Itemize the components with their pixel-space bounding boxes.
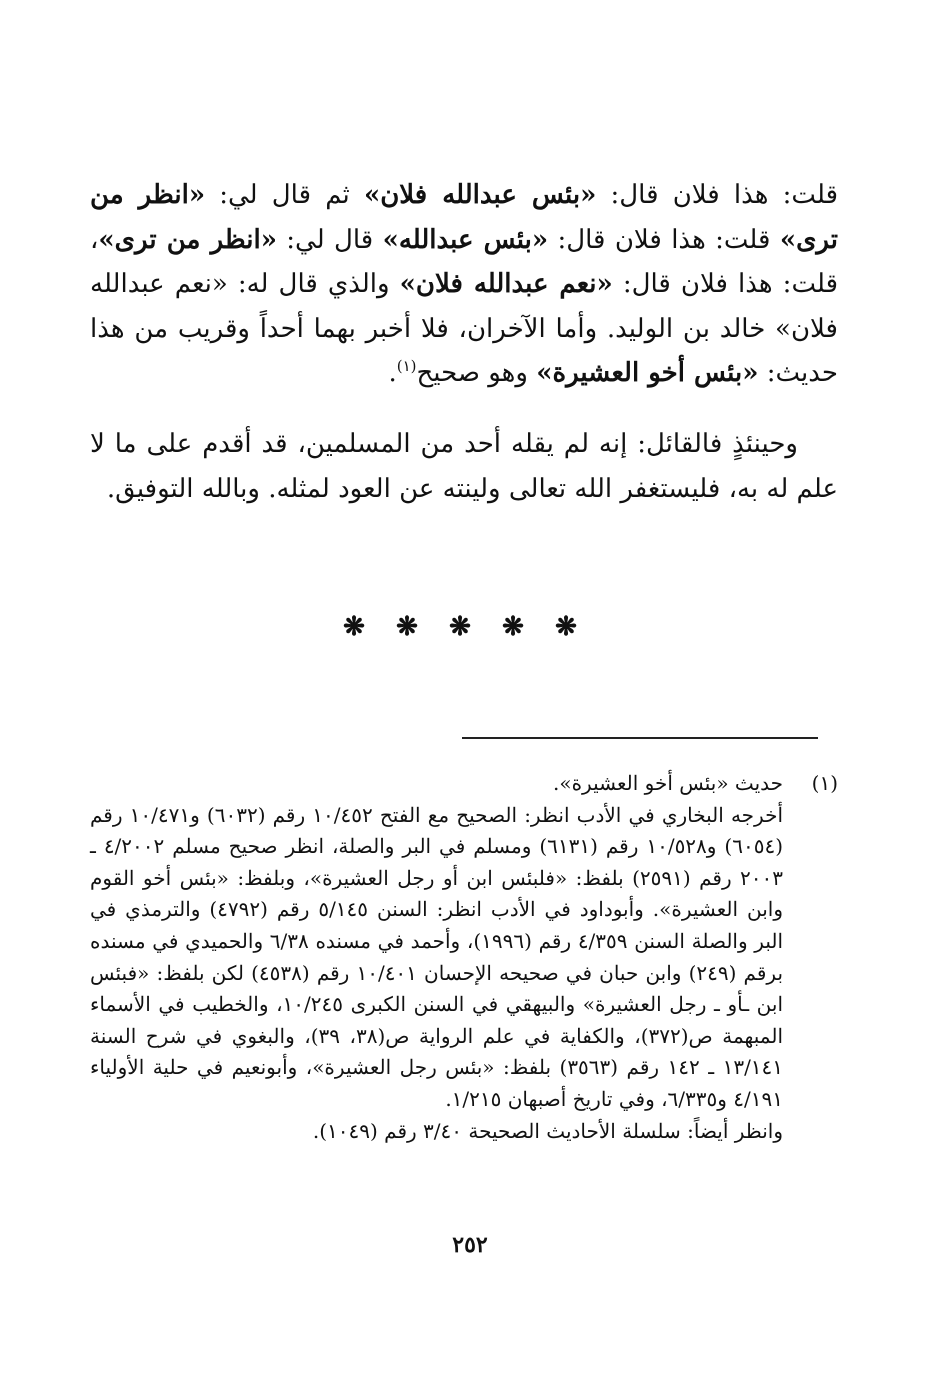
bold-quote: «بئس عبدالله فلان» [363,180,597,210]
bold-quote: «انظر من ترى» [98,224,277,255]
footnote-body [90,768,783,1147]
section-separator [340,612,580,642]
footnote-divider [462,737,818,739]
star-ornament-icon: ❋ [555,612,577,642]
text-segment: قال لي: [276,224,383,255]
star-ornament-icon: ❋ [396,612,418,642]
text-segment: ، قلت: هذا فلان قال: [90,224,839,299]
footnote-reference: (١) [396,357,417,375]
bold-quote: «انظر من ترى» [90,180,838,255]
text-segment: قلت: هذا فلان قال: [548,224,780,255]
footnotes [90,768,838,1147]
text-segment: قلت: هذا فلان قال: [596,180,839,210]
text-segment: . [388,358,397,388]
footnote-marker: (١) [811,771,838,795]
footnote-title: حديث «بئس أخو العشيرة». [552,771,783,795]
footnote-line: أخرجه البخاري في الأدب انظر: الصحيح مع الفتح ١٠/٤٥٢ رقم (٦٠٣٢) و١٠/٤٧١ رقم (٦٠٥٤) و١٠/٥٢٨ رقم (٦١٣١) ومسلم في البر والصلة، انظر صحيح مسلم ٤/٢٠٠٢ ـ ٢٠٠٣ رقم (٢٥٩١) بلفظ: «فلبئس ابن أو رجل العشيرة»، وبلفظ: «بئس أخو القوم وابن العشيرة». وأبوداود في الأدب انظر: السنن ٥/١٤٥ رقم (٤٧٩٢) والترمذي في البر والصلة السنن ٤/٣٥٩ رقم (١٩٩٦)، وأحمد في مسنده ٦/٣٨ والحميدي في مسنده برقم (٢٤٩) وابن حبان في صحيحه الإحسان ١٠/٤٠١ رقم (٤٥٣٨) لكن بلفظ: «فبئس ابن ـأو ـ رجل العشيرة» والبيهقي في السنن الكبرى ١٠/٢٤٥، والخطيب في الأسماء المبهمة ص(٣٧٢)، والكفاية في علم الرواية ص(٣٨، ٣٩)، والبغوي في شرح السنة ١٣/١٤١ ـ ١٤٢ رقم (٣٥٦٣) بلفظ: «بئس رجل العشيرة»، وأبونعيم في حلية الأولياء ٤/١٩١ و٦/٣٣٥، وفي تاريخ أصبهان ١/٢١٥. [90,802,784,1111]
bold-quote: «بئس عبدالله» [382,224,549,255]
star-ornament-icon: ❋ [502,612,524,642]
text-segment: ثم قال لي: [205,180,364,210]
text-segment: والذي قال له: «نعم عبدالله فلان» خالد بن الوليد. وأما الآخران، فلا أخبر بهما أحداً وقريب من هذا حديث: [90,269,838,388]
bold-quote: «نعم عبدالله فلان» [399,269,613,299]
bold-quote: «بئس أخو العشيرة» [536,358,759,388]
text-segment: وهو صحيح [416,358,537,388]
paragraph-2: وحينئذٍ فالقائل: إنه لم يقله أحد من المسلمين، قد أقدم على ما لا علم له به، فليستغفر الله تعالى ولينته عن العود لمثله. وبالله التوفيق. [90,429,838,504]
star-ornament-icon: ❋ [343,612,365,642]
footnote-line: وانظر أيضاً: سلسلة الأحاديث الصحيحة ٣/٤٠ رقم (١٠٤٩). [312,1118,783,1143]
star-ornament-icon: ❋ [449,612,471,642]
page-number: ٢٥٢ [452,1232,488,1258]
paragraph-1 [90,173,838,396]
main-text [90,173,839,504]
